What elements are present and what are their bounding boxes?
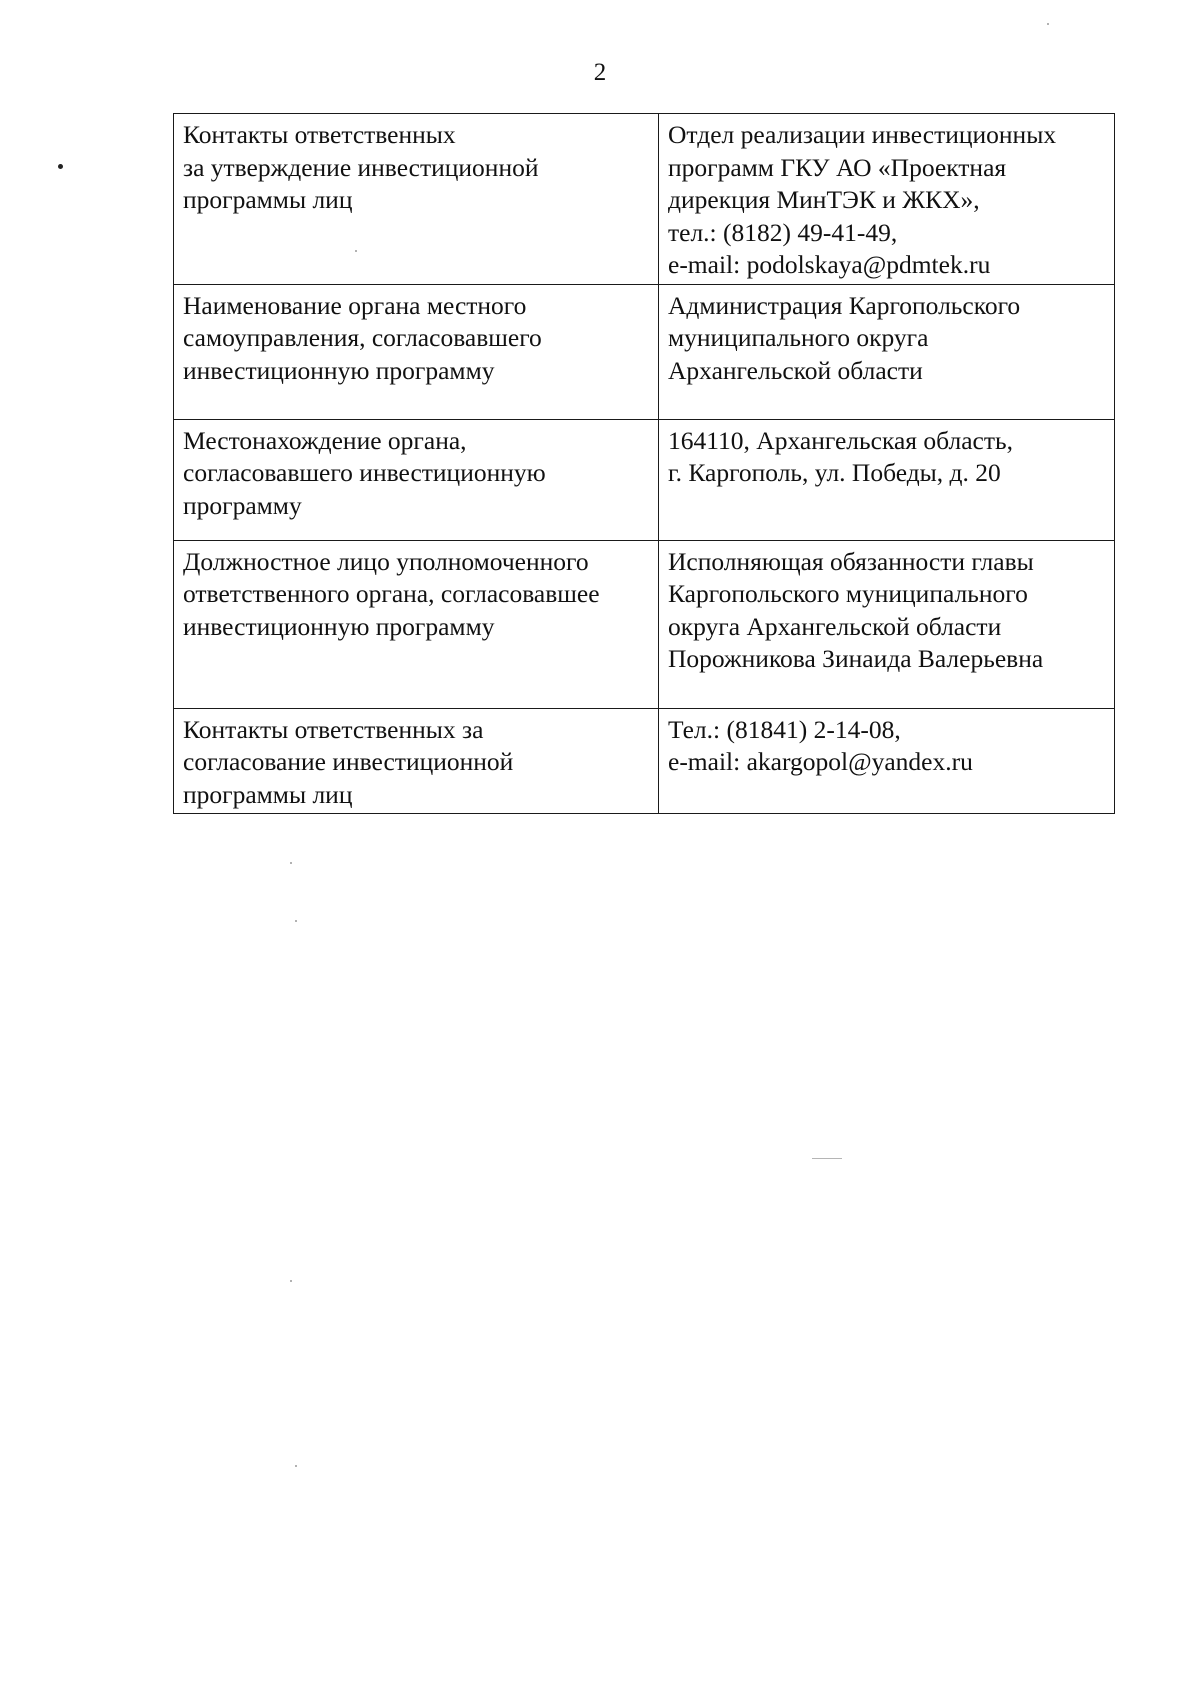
- row-value-local-authority-name: Администрация Каргопольского муниципального округа Архангельской области: [659, 284, 1115, 419]
- table-row: [174, 708, 1115, 814]
- row-value-authority-location: 164110, Архангельская область, г. Каргополь, ул. Победы, д. 20: [659, 419, 1115, 540]
- page-number: 2: [593, 59, 607, 86]
- table-row: [174, 419, 1115, 540]
- scan-dash-mark: [812, 1158, 842, 1159]
- row-label-approval-contacts: Контакты ответственных за утверждение инвестиционной программы лиц: [174, 114, 659, 285]
- row-label-authorized-official: Должностное лицо уполномоченного ответственного органа, согласовавшее инвестиционную программу: [174, 540, 659, 708]
- scan-speck: [295, 1465, 297, 1467]
- row-label-local-authority-name: Наименование органа местного самоуправления, согласовавшего инвестиционную программу: [174, 284, 659, 419]
- table-row: [174, 114, 1115, 285]
- row-value-approval-contacts: Отдел реализации инвестиционных программ ГКУ АО «Проектная дирекция МинТЭК и ЖКХ», тел.: (8182) 49-41-49, e-mail: podolskaya@pdmtek.ru: [659, 114, 1115, 285]
- row-label-coordination-contacts: Контакты ответственных за согласование инвестиционной программы лиц: [174, 708, 659, 814]
- scan-speck: [295, 920, 297, 922]
- scan-speck: [290, 862, 292, 864]
- scan-speck: [1047, 23, 1049, 25]
- investment-program-info-table: [173, 113, 1115, 814]
- row-label-authority-location: Местонахождение органа, согласовавшего инвестиционную программу: [174, 419, 659, 540]
- scan-dot-mark: [58, 164, 63, 169]
- scan-speck: [290, 1280, 292, 1282]
- row-value-coordination-contacts: Тел.: (81841) 2-14-08, e-mail: akargopol@yandex.ru: [659, 708, 1115, 814]
- table-row: [174, 540, 1115, 708]
- table-row: [174, 284, 1115, 419]
- row-value-authorized-official: Исполняющая обязанности главы Каргопольского муниципального округа Архангельской области Порожникова Зинаида Валерьевна: [659, 540, 1115, 708]
